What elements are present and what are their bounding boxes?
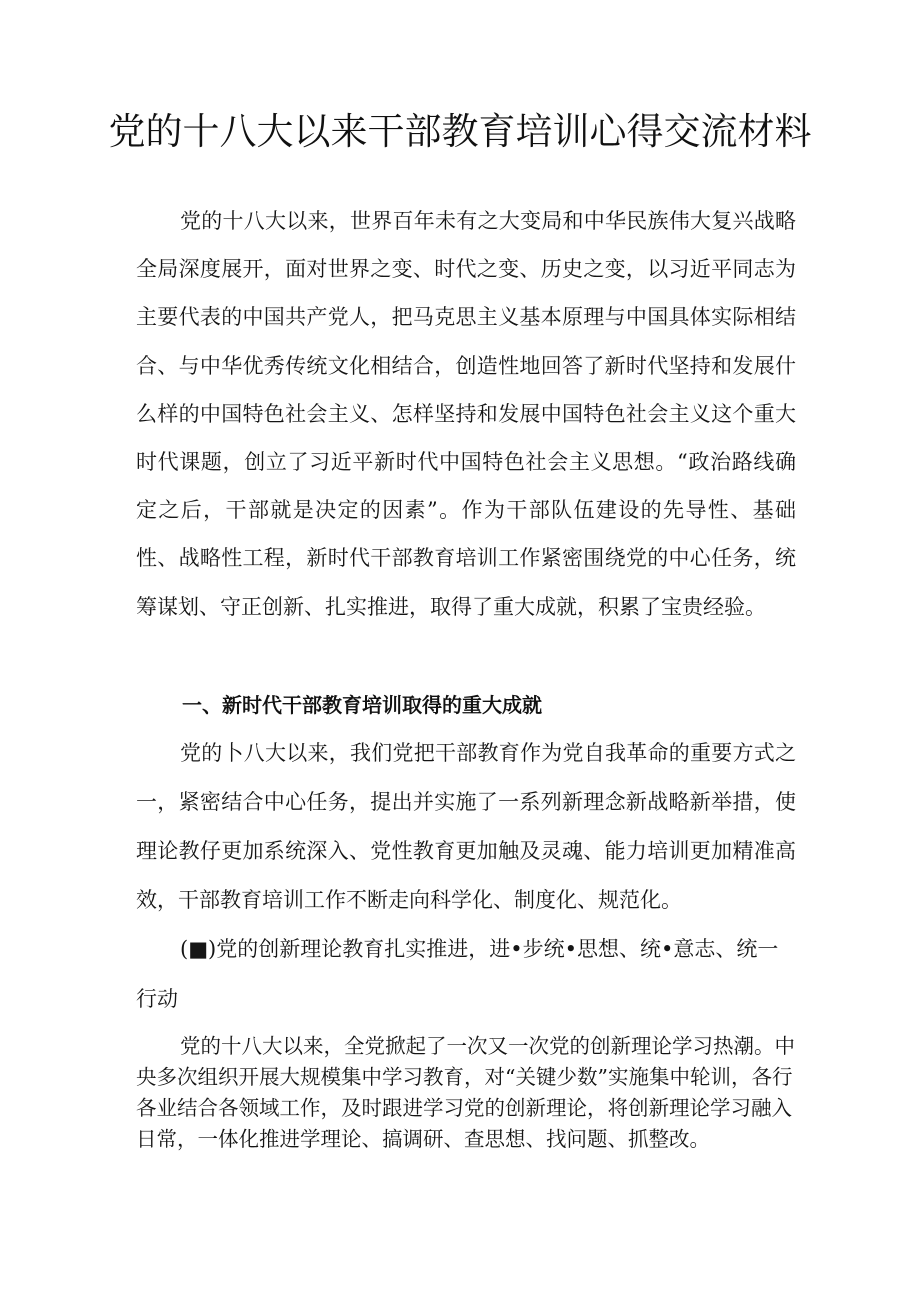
section-heading-1: 一、新时代干部教育培训取得的重大成就 (182, 693, 542, 717)
subsection-heading-1: (■)党的创新理论教育扎实推进，进•步统•思想、统•意志、统一行动 (136, 937, 779, 1011)
paragraph-theory-study: 党的十八大以来，全党掀起了一次又一次党的创新理论学习热潮。中央多次组织开展大规模集中学习教育，对“关键少数”实施集中轮训，各行各业结合各领域工作，及时跟进学习党的创新理论，将创新理论学习融入日常，一体化推进学理论、搞调研、查思想、找问题、抓整改。 (136, 1034, 795, 1151)
document-title: 党的十八大以来干部教育培训心得交流材料 (108, 110, 812, 153)
paragraph-intro: 党的十八大以来，世界百年未有之大变局和中华民族伟大复兴战略全局深度展开，面对世界之变、时代之变、历史之变，以习近平同志为主要代表的中国共产党人，把马克思主义基本原理与中国具体实际相结合、与中华优秀传统文化相结合，创造性地回答了新时代坚持和发展什么样的中国特色社会主义、怎样坚持和发展中国特色社会主义这个重大时代课题，创立了习近平新时代中国特色社会主义思想。“政治路线确定之后，干部就是决定的因素”。作为干部队伍建设的先导性、基础性、战略性工程，新时代干部教育培训工作紧密围绕党的中心任务，统筹谋划、守正创新、扎实推进，取得了重大成就，积累了宝贵经验。 (136, 209, 796, 619)
paragraph-achievements: 党的卜八大以来，我们党把干部教育作为党自我革命的重要方式之一，紧密结合中心任务，提出并实施了一系列新理念新战略新举措，使理论教仔更加系统深入、党性教育更加触及灵魂、能力培训更加精准高效，干部教育培训工作不断走向科学化、制度化、规范化。 (136, 741, 796, 912)
